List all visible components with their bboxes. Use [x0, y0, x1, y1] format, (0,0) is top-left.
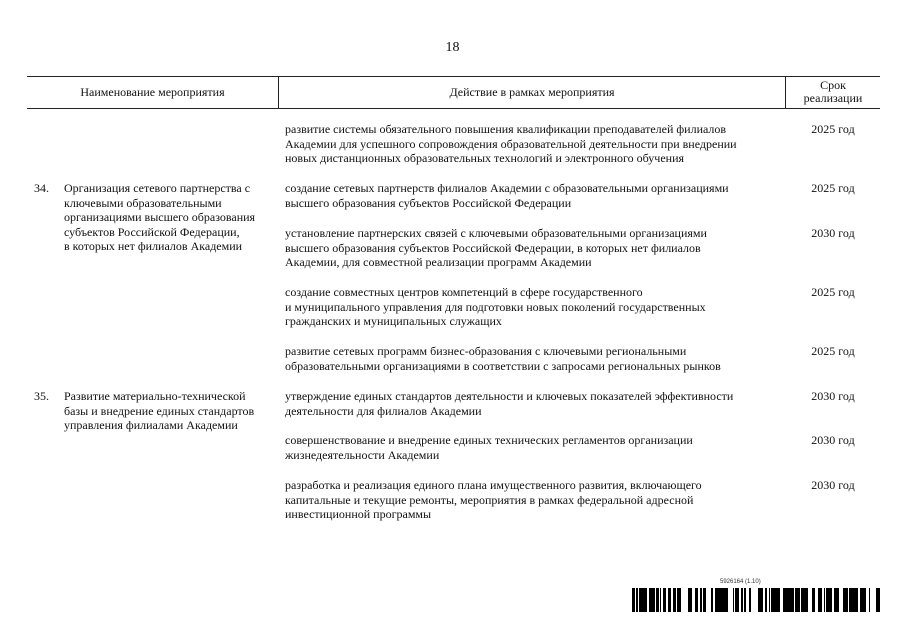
- barcode-bar: [829, 588, 831, 612]
- barcode-bar: [715, 588, 717, 612]
- barcode-bar: [855, 588, 856, 612]
- barcode-bar: [793, 588, 794, 612]
- barcode-bar: [700, 588, 702, 612]
- action-text: [285, 433, 693, 462]
- item-title: [64, 181, 255, 254]
- barcode-bar: [727, 588, 728, 612]
- barcode-bar: [773, 588, 775, 612]
- barcode-bar: [649, 588, 650, 612]
- header-deadline-line2: реализации: [803, 91, 863, 105]
- barcode-bar: [803, 588, 805, 612]
- barcode-bar: [824, 588, 825, 612]
- barcode-bar: [677, 588, 678, 612]
- header-deadline: [786, 79, 880, 105]
- barcode-bar: [711, 588, 712, 612]
- barcode-bar: [632, 588, 633, 612]
- barcode-bar: [785, 588, 787, 612]
- barcode-bar: [660, 588, 661, 612]
- action-line: деятельности для филиалов Академии: [285, 403, 482, 418]
- barcode-bar: [688, 588, 690, 612]
- action-year: 2030 год: [811, 433, 855, 447]
- barcode-bar: [818, 588, 819, 612]
- barcode-bar: [644, 588, 646, 612]
- barcode-bar: [634, 588, 635, 612]
- action-line: образовательными организациями в соответствии с запросами региональных рынков: [285, 358, 721, 373]
- barcode-bar: [819, 588, 820, 612]
- item-title-line: субъектов Российской Федерации,: [64, 224, 240, 239]
- barcode-bar: [690, 588, 691, 612]
- barcode-bar: [765, 588, 767, 612]
- barcode-bar: [806, 588, 808, 612]
- barcode-bar: [737, 588, 738, 612]
- action-text: [285, 226, 707, 270]
- table-top-rule: [27, 76, 880, 77]
- action-text: [285, 478, 702, 522]
- barcode-bar: [771, 588, 773, 612]
- barcode-bar: [876, 588, 877, 612]
- barcode-bar: [776, 588, 777, 612]
- barcode-bar: [633, 588, 634, 612]
- header-name: Наименование мероприятия: [80, 85, 225, 99]
- barcode-bar: [695, 588, 696, 612]
- barcode-bar: [735, 588, 736, 612]
- item-title-line: организациями высшего образования: [64, 210, 256, 225]
- action-year: 2025 год: [811, 344, 855, 358]
- barcode-bar: [787, 588, 788, 612]
- barcode-bar: [861, 588, 862, 612]
- action-year: 2025 год: [811, 181, 855, 195]
- barcode-bar: [820, 588, 822, 612]
- barcode-bar: [668, 588, 669, 612]
- barcode-bar: [805, 588, 806, 612]
- barcode-bar: [720, 588, 721, 612]
- barcode-bar: [798, 588, 799, 612]
- barcode-bar: [851, 588, 853, 612]
- barcode-bar: [749, 588, 751, 612]
- barcode-bar: [853, 588, 854, 612]
- barcode-bar: [696, 588, 698, 612]
- barcode-bar: [849, 588, 851, 612]
- action-text: [285, 344, 721, 373]
- item-title-line: в которых нет филиалов Академии: [64, 239, 243, 254]
- barcode-bar: [877, 588, 879, 612]
- header-action: Действие в рамках мероприятия: [449, 85, 615, 99]
- barcode-bar: [663, 588, 664, 612]
- barcode-bar: [758, 588, 759, 612]
- barcode-bar: [641, 588, 642, 612]
- barcode-bar: [669, 588, 670, 612]
- action-text: [285, 181, 729, 210]
- barcode-bar: [862, 588, 863, 612]
- action-line: и муниципального управления для подготовки новых поколений государственных: [285, 299, 706, 314]
- action-year: 2025 год: [811, 122, 855, 136]
- barcode-bar: [863, 588, 865, 612]
- action-year: 2030 год: [811, 478, 855, 492]
- barcode-bar: [847, 588, 848, 612]
- barcode-bar: [721, 588, 723, 612]
- barcode-label: 5926164 (1.10): [720, 579, 761, 585]
- barcode-bar: [670, 588, 671, 612]
- barcode-bar: [836, 588, 838, 612]
- barcode-bar: [812, 588, 814, 612]
- barcode-bar: [691, 588, 692, 612]
- barcode-bar: [705, 588, 706, 612]
- table-header-bottom-rule: [27, 108, 880, 109]
- barcode-bar: [719, 588, 720, 612]
- action-line: разработка и реализация единого плана имущественного развития, включающего: [285, 478, 702, 492]
- item-title: [64, 389, 254, 433]
- barcode-bar: [838, 588, 839, 612]
- action-line: гражданских и муниципальных служащих: [285, 314, 502, 329]
- barcode-bar: [846, 588, 847, 612]
- barcode-bar: [844, 588, 846, 612]
- barcode-bar: [657, 588, 659, 612]
- barcode-bar: [639, 588, 641, 612]
- action-line: установление партнерских связей с ключевыми образовательными организациями: [285, 226, 707, 240]
- action-line: развитие сетевых программ бизнес-образования с ключевыми региональными: [285, 344, 687, 358]
- action-line: создание совместных центров компетенций в сфере государственного: [285, 285, 643, 299]
- barcode-bar: [738, 588, 739, 612]
- action-line: высшего образования субъектов Российской Федерации: [285, 195, 572, 210]
- action-line: инвестиционной программы: [285, 507, 432, 522]
- barcode: [632, 588, 880, 612]
- barcode-bar: [792, 588, 793, 612]
- barcode-bar: [799, 588, 800, 612]
- barcode-bar: [656, 588, 657, 612]
- barcode-bar: [828, 588, 829, 612]
- barcode-bar: [678, 588, 679, 612]
- action-line: совершенствование и внедрение единых технических регламентов организации: [285, 433, 693, 447]
- barcode-bar: [761, 588, 763, 612]
- barcode-bar: [831, 588, 832, 612]
- barcode-bar: [718, 588, 719, 612]
- barcode-bar: [788, 588, 790, 612]
- barcode-bar: [879, 588, 880, 612]
- barcode-bar: [795, 588, 796, 612]
- barcode-bar: [723, 588, 724, 612]
- barcode-bar: [796, 588, 798, 612]
- action-line: Академии, для совместной реализации программ Академии: [285, 255, 592, 270]
- barcode-bar: [653, 588, 655, 612]
- barcode-bar: [854, 588, 855, 612]
- barcode-bar: [675, 588, 676, 612]
- barcode-bar: [744, 588, 746, 612]
- barcode-bar: [703, 588, 705, 612]
- action-line: создание сетевых партнерств филиалов Академии с образовательными организациями: [285, 181, 729, 195]
- item-title-line: ключевыми образовательными: [64, 195, 222, 210]
- header-deadline-line1: Срок: [820, 78, 846, 92]
- barcode-bar: [733, 588, 734, 612]
- action-line: жизнедеятельности Академии: [285, 447, 440, 462]
- barcode-bar: [801, 588, 803, 612]
- barcode-bar: [636, 588, 638, 612]
- action-line: Академии для успешного сопровождения образовательной деятельности при внедрении: [285, 136, 737, 151]
- barcode-bar: [775, 588, 776, 612]
- barcode-bar: [826, 588, 828, 612]
- barcode-bar: [759, 588, 761, 612]
- action-line: капитальные и текущие ремонты, мероприятия в рамках федеральной адресной: [285, 492, 694, 507]
- barcode-bar: [646, 588, 647, 612]
- barcode-bar: [860, 588, 861, 612]
- action-line: новых дистанционных образовательных технологий и электронного обучения: [285, 151, 685, 166]
- item-number: 35.: [34, 389, 49, 403]
- barcode-bar: [652, 588, 653, 612]
- barcode-bar: [741, 588, 743, 612]
- barcode-bar: [783, 588, 785, 612]
- action-year: 2030 год: [811, 226, 855, 240]
- barcode-bar: [664, 588, 666, 612]
- item-title-line: базы и внедрение единых стандартов: [64, 403, 255, 418]
- item-title-line: управления филиалами Академии: [64, 418, 238, 433]
- barcode-bar: [834, 588, 836, 612]
- barcode-bar: [865, 588, 866, 612]
- barcode-bar: [679, 588, 681, 612]
- action-text: [285, 285, 706, 329]
- action-line: утверждение единых стандартов деятельности и ключевых показателей эффективности: [285, 389, 734, 403]
- barcode-bar: [642, 588, 644, 612]
- action-year: 2025 год: [811, 285, 855, 299]
- barcode-bar: [726, 588, 727, 612]
- action-line: развитие системы обязательного повышения квалификации преподавателей филиалов: [285, 122, 727, 136]
- barcode-bar: [712, 588, 713, 612]
- barcode-bar: [650, 588, 652, 612]
- barcode-bar: [673, 588, 675, 612]
- barcode-bar: [869, 588, 870, 612]
- action-year: 2030 год: [811, 389, 855, 403]
- action-text: [285, 389, 733, 418]
- barcode-bar: [791, 588, 792, 612]
- item-title-line: Развитие материально-технической: [64, 389, 246, 403]
- action-line: высшего образования субъектов Российской Федерации, в которых нет филиалов: [285, 240, 701, 255]
- barcode-bar: [856, 588, 858, 612]
- barcode-bar: [779, 588, 780, 612]
- barcode-bar: [717, 588, 718, 612]
- barcode-bar: [724, 588, 726, 612]
- barcode-bar: [814, 588, 815, 612]
- barcode-bar: [843, 588, 844, 612]
- barcode-bar: [790, 588, 791, 612]
- barcode-bar: [736, 588, 737, 612]
- page-number: 18: [445, 40, 460, 55]
- item-title-line: Организация сетевого партнерства с: [64, 181, 251, 195]
- barcode-bar: [777, 588, 779, 612]
- item-number: 34.: [34, 181, 49, 195]
- action-text: [285, 122, 737, 166]
- barcode-bar: [769, 588, 770, 612]
